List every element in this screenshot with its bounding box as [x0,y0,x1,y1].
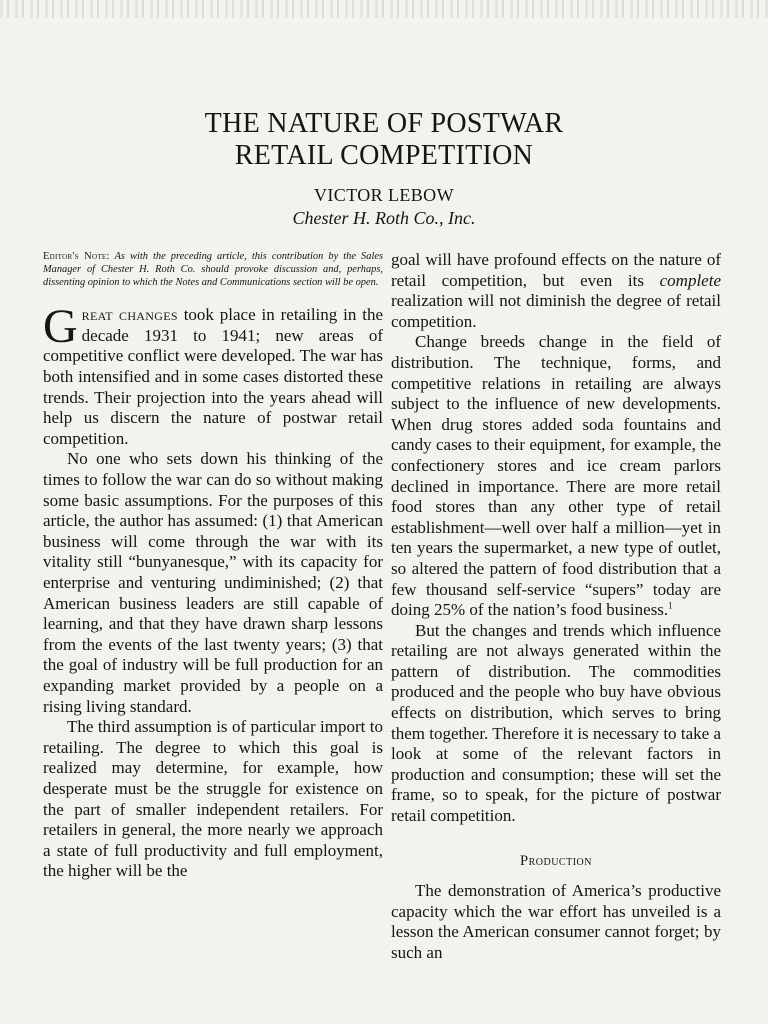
bottom-scan-clip [0,1018,768,1024]
trends-paragraph: But the changes and trends which influence retailing are not always generated within the pattern of distribution. The commodities produced and the people who buy have obvious effects on distribution, which serves to bring them together. Therefore it is necessary to take a look at some of the relevant factors in production and consumption; these will set the frame, so to speak, for the picture of postwar retail competition. [391,620,721,826]
drop-cap: G [43,300,78,354]
right-column [391,250,721,964]
continued-text-end: realization will not diminish the degree of retail competition. [391,291,721,331]
opening-text: took place in retailing in the decade 1931 to 1941; new areas of competitive conflict were developed. The war has both intensified and in some cases distorted these trends. Their projection into the years ahead will help us discern the nature of postwar retail competition. [43,305,383,448]
change-paragraph [391,332,721,620]
footnote-marker: 1 [668,600,673,611]
change-paragraph-text: Change breeds change in the field of distribution. The technique, forms, and competitive relations in retailing are always subject to the influence of new developments. When drug stores added soda fountains and candy cases to their equipment, for example, the confectionery stores and ice cream parlors declined in importance. There are more retail food stores than any other type of retail establishment—well over half a million—yet in ten years the supermarket, a new type of outlet, so altered the pattern of food distribution that a few thousand self-service “supers” today are doing 25% of the nation’s food business. [391,332,721,620]
third-assumption-paragraph: The third assumption is of particular import to retailing. The degree to which this goal is realized may determine, for example, how desperate must be the struggle for existence on the part of smaller independent retailers. For retailers in general, the more nearly we approach a state of full productivity and full employment, the higher will be the [43,717,383,881]
editor-note [43,250,383,289]
emphasis-complete: complete [659,270,721,290]
opening-smallcaps: reat changes [81,305,178,325]
author-affiliation: Chester H. Roth Co., Inc. [292,208,476,228]
article-title [0,108,768,172]
editor-note-label: Editor's Note: [43,251,110,262]
continued-paragraph [391,250,721,332]
author-name: VICTOR LEBOW [314,185,454,205]
continued-text-start: goal will have profound effects on the nature of retail competition, but even its [391,250,721,290]
left-column [43,250,383,882]
title-line-1: THE NATURE OF POSTWAR [204,108,564,139]
editor-note-text: As with the preceding article, this contribution by the Sales Manager of Chester H. Roth Co. should provoke discussion and, perhaps, dissenting opinion to which the Notes and Communications section will be open. [43,251,383,289]
opening-paragraph [43,300,383,449]
article-header [0,108,768,229]
assumptions-paragraph: No one who sets down his thinking of the times to follow the war can do so without making some basic assumptions. For the purposes of this article, the author has assumed: (1) that American business will come through the war with its vitality still “bunyanesque,” with its capacity for enterprise and venturing undiminished; (2) that American business leaders are still capable of learning, and that they have drawn sharp lessons from the events of the last twenty years; (3) that the goal of industry will be full production for an expanding market provided by a people on a rising living standard. [43,449,383,716]
section-heading-production: Production [520,852,592,869]
production-paragraph: The demonstration of America’s productive capacity which the war effort has unveiled is a lesson the American consumer cannot forget; by such an [391,881,721,962]
title-line-2: RETAIL COMPETITION [234,140,534,171]
scan-top-edge [0,0,768,18]
